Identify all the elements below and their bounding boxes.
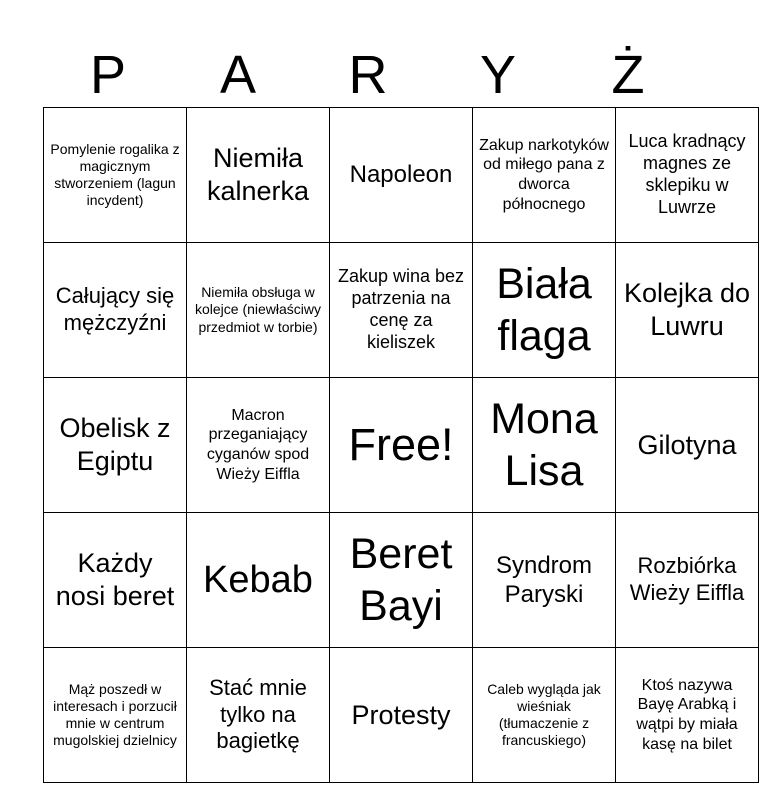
bingo-row: [44, 243, 759, 378]
bingo-cell[interactable]: Każdy nosi beret: [44, 513, 187, 648]
bingo-cell[interactable]: Syndrom Paryski: [473, 513, 616, 648]
free-space-cell[interactable]: Free!: [330, 378, 473, 513]
bingo-cell[interactable]: Obelisk z Egiptu: [44, 378, 187, 513]
header-letter-r: R: [348, 45, 388, 105]
bingo-cell[interactable]: Napoleon: [330, 108, 473, 243]
bingo-grid: [43, 107, 759, 783]
bingo-cell[interactable]: Pomylenie rogalika z magicznym stworzeniem (lagun incydent): [44, 108, 187, 243]
bingo-row: [44, 378, 759, 513]
bingo-cell[interactable]: Gilotyna: [616, 378, 759, 513]
bingo-cell[interactable]: Stać mnie tylko na bagietkę: [187, 648, 330, 783]
bingo-cell[interactable]: Rozbiórka Wieży Eiffla: [616, 513, 759, 648]
bingo-cell[interactable]: Macron przeganiający cyganów spod Wieży Eiffla: [187, 378, 330, 513]
bingo-cell[interactable]: Biała flaga: [473, 243, 616, 378]
bingo-cell[interactable]: Protesty: [330, 648, 473, 783]
bingo-cell[interactable]: Niemiła obsługa w kolejce (niewłaściwy przedmiot w torbie): [187, 243, 330, 378]
header-letter-z: Ż: [611, 45, 645, 105]
bingo-row: [44, 648, 759, 783]
bingo-cell[interactable]: Kebab: [187, 513, 330, 648]
bingo-cell[interactable]: Kolejka do Luwru: [616, 243, 759, 378]
bingo-cell[interactable]: Zakup narkotyków od miłego pana z dworca północnego: [473, 108, 616, 243]
bingo-cell[interactable]: Caleb wygląda jak wieśniak (tłumaczenie z francuskiego): [473, 648, 616, 783]
bingo-row: [44, 108, 759, 243]
bingo-cell[interactable]: Niemiła kalnerka: [187, 108, 330, 243]
bingo-cell[interactable]: Beret Bayi: [330, 513, 473, 648]
header-letter-y: Y: [479, 45, 517, 105]
header-letter-p: P: [89, 45, 127, 105]
bingo-cell[interactable]: Mona Lisa: [473, 378, 616, 513]
bingo-cell[interactable]: Luca kradnący magnes ze sklepiku w Luwrze: [616, 108, 759, 243]
bingo-header: [43, 40, 693, 110]
bingo-cell[interactable]: Całujący się mężczyźni: [44, 243, 187, 378]
bingo-cell[interactable]: Mąż poszedł w interesach i porzucił mnie w centrum mugolskiej dzielnicy: [44, 648, 187, 783]
header-letter-a: A: [219, 45, 257, 105]
bingo-cell[interactable]: Zakup wina bez patrzenia na cenę za kieliszek: [330, 243, 473, 378]
bingo-cell[interactable]: Ktoś nazywa Bayę Arabką i wątpi by miała kasę na bilet: [616, 648, 759, 783]
bingo-row: [44, 513, 759, 648]
